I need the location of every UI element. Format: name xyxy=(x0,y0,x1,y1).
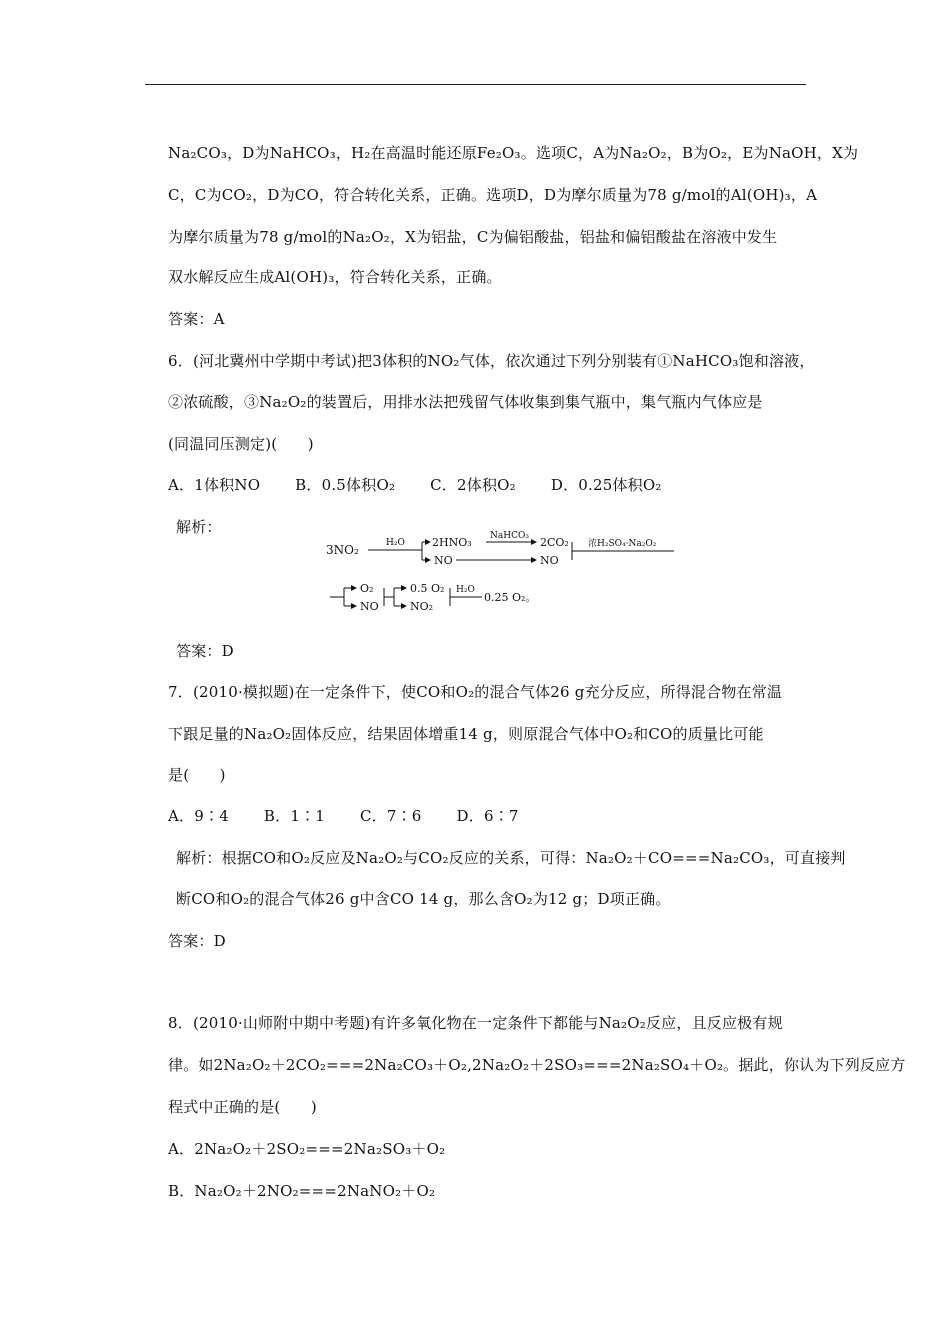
diagram-label-h2o: H₂O xyxy=(456,585,475,595)
option-a: A．2Na₂O₂＋2SO₂===2Na₂SO₃＋O₂ xyxy=(168,1140,446,1158)
option-b: B．0.5体积O₂ xyxy=(295,476,396,494)
text-line: 双水解反应生成Al(OH)₃，符合转化关系，正确。 xyxy=(168,268,502,286)
option-c: C．7∶6 xyxy=(359,807,422,825)
question-7-stem: 是( ) xyxy=(168,766,226,784)
diagram-label-h2o: H₂O xyxy=(386,538,405,548)
reaction-flow-diagram xyxy=(326,530,696,618)
diagram-no2: NO₂ xyxy=(410,600,434,613)
option-d: D．6∶7 xyxy=(456,807,519,825)
question-6-stem: ②浓硫酸，③Na₂O₂的装置后，用排水法把残留气体收集到集气瓶中，集气瓶内气体应是 xyxy=(168,393,763,411)
diagram-start: 3NO₂ xyxy=(326,543,359,557)
option-b: B．Na₂O₂＋2NO₂===2NaNO₂＋O₂ xyxy=(168,1182,436,1200)
diagram-hno3: 2HNO₃ xyxy=(432,536,472,549)
question-6-stem: (同温同压测定)( ) xyxy=(168,435,314,453)
diagram-o2: O₂ xyxy=(360,582,374,595)
diagram-result: 0.25 O₂。 xyxy=(484,591,537,604)
question-8-stem: 律。如2Na₂O₂＋2CO₂===2Na₂CO₃＋O₂,2Na₂O₂＋2SO₃===2Na₂SO₄＋O₂。据此，你认为下列反应方 xyxy=(168,1056,906,1074)
text-line: C，C为CO₂，D为CO，符合转化关系，正确。选项D，D为摩尔质量为78 g/mol的Al(OH)₃，A xyxy=(168,186,818,204)
question-6-stem: 6．(河北冀州中学期中考试)把3体积的NO₂气体，依次通过下列分别装有①NaHCO₃饱和溶液， xyxy=(168,352,815,370)
option-d: D．0.25体积O₂ xyxy=(550,476,662,494)
answer: 答案：D xyxy=(168,932,226,950)
header-rule xyxy=(145,84,806,85)
question-7-stem: 下跟足量的Na₂O₂固体反应，结果固体增重14 g，则原混合气体中O₂和CO的质量比可能 xyxy=(168,725,764,743)
question-7-stem: 7．(2010·模拟题)在一定条件下，使CO和O₂的混合气体26 g充分反应，所得混合物在常温 xyxy=(168,683,783,701)
diagram-label-nahco3: NaHCO₃ xyxy=(490,531,529,541)
diagram-half-o2: 0.5 O₂ xyxy=(410,582,445,595)
option-c: C．2体积O₂ xyxy=(430,476,516,494)
diagram-label-conc: 浓H₂SO₄·Na₂O₂ xyxy=(588,539,657,549)
question-8-stem: 程式中正确的是( ) xyxy=(168,1098,317,1116)
text-line: Na₂CO₃，D为NaHCO₃，H₂在高温时能还原Fe₂O₃。选项C，A为Na₂O₂，B为O₂，E为NaOH，X为 xyxy=(168,144,859,162)
explanation-label: 解析： xyxy=(176,518,222,536)
question-8-stem: 8．(2010·山师附中期中考题)有许多氧化物在一定条件下都能与Na₂O₂反应，且反应极有规 xyxy=(168,1014,783,1032)
diagram-no: NO xyxy=(434,554,453,567)
option-a: A．9∶4 xyxy=(168,807,229,825)
diagram-co2: 2CO₂ xyxy=(540,536,569,549)
diagram-no: NO xyxy=(540,554,559,567)
text-line: 为摩尔质量为78 g/mol的Na₂O₂，X为铝盐，C为偏铝酸盐，铝盐和偏铝酸盐在溶液中发生 xyxy=(168,228,778,246)
explanation: 解析：根据CO和O₂反应及Na₂O₂与CO₂反应的关系，可得：Na₂O₂＋CO===Na₂CO₃，可直接判 xyxy=(176,849,846,867)
question-7-options xyxy=(168,806,549,826)
answer: 答案：D xyxy=(176,642,234,660)
question-6-options xyxy=(168,475,692,495)
diagram-no: NO xyxy=(360,600,379,613)
option-a: A．1体积NO xyxy=(168,476,261,494)
answer: 答案：A xyxy=(168,310,225,328)
option-b: B．1∶1 xyxy=(263,807,326,825)
explanation: 断CO和O₂的混合气体26 g中含CO 14 g，那么含O₂为12 g；D项正确。 xyxy=(176,890,671,908)
